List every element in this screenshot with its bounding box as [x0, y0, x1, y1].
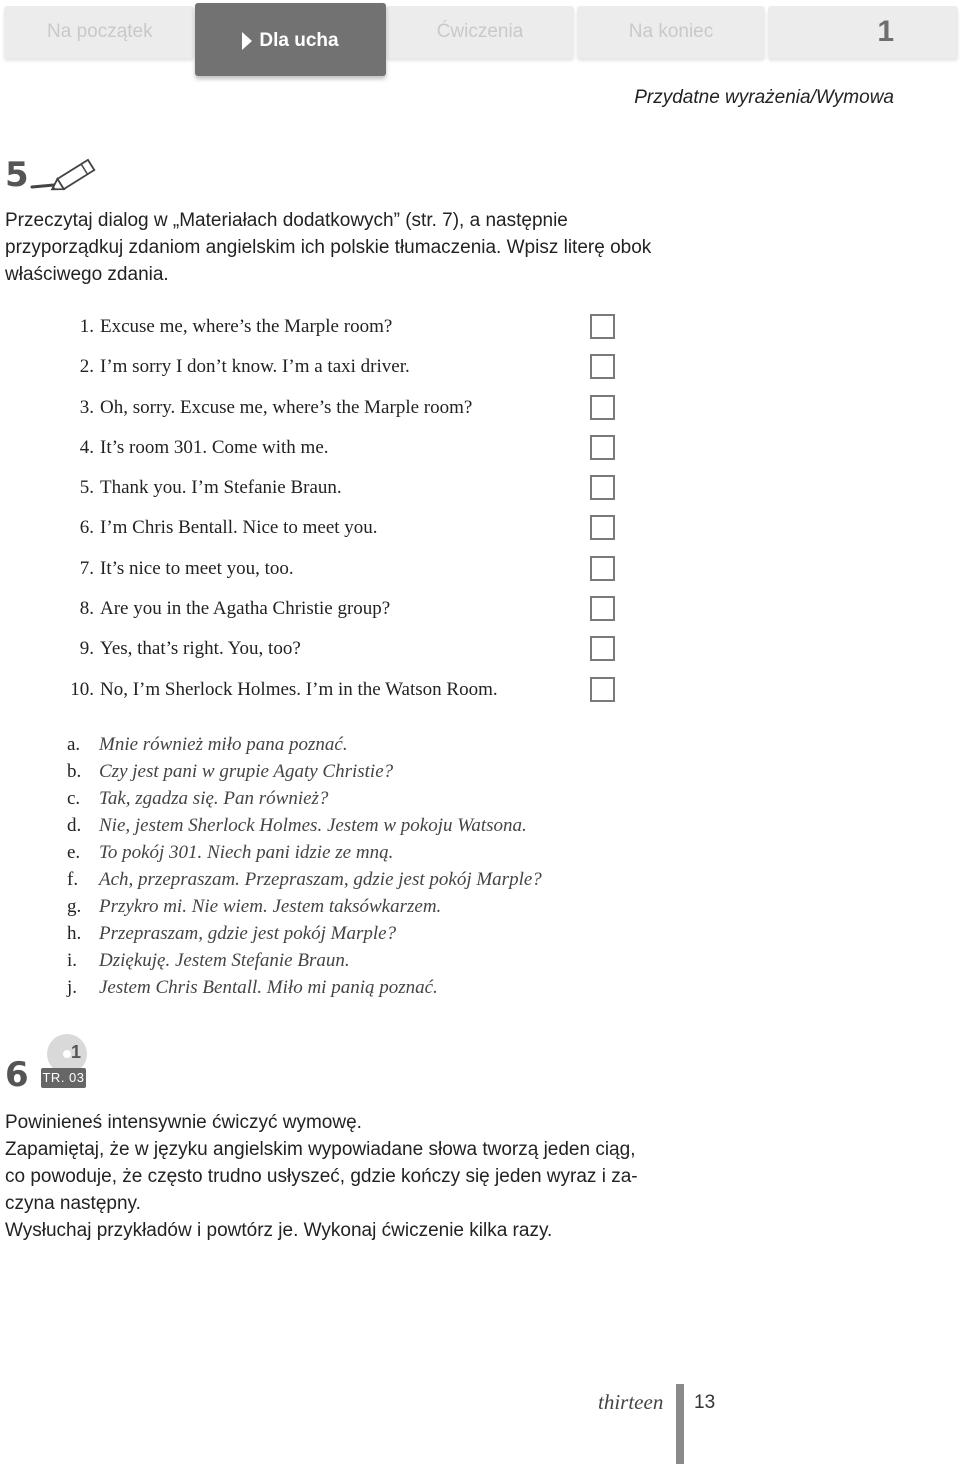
option-letter: e.	[67, 842, 81, 863]
tab-dla-ucha[interactable]	[195, 3, 386, 76]
list-item	[60, 433, 640, 473]
item-number: 5.	[79, 477, 94, 499]
translation-text: Ach, przepraszam. Przepraszam, gdzie jest pokój Marple?	[99, 869, 542, 890]
tab-cwiczenia[interactable]	[386, 6, 574, 58]
section-subtitle: Przydatne wyrażenia/Wymowa	[634, 87, 894, 108]
translation-list	[67, 734, 627, 1004]
answer-box[interactable]	[590, 475, 615, 500]
exercise-instruction	[5, 1109, 675, 1244]
sentence-text: Yes, that’s right. You, too?	[100, 638, 301, 660]
play-triangle-icon	[242, 32, 252, 50]
list-item	[67, 734, 627, 761]
paragraph-line: Wysłuchaj przykładów i powtórz je. Wykonaj ćwiczenie kilka razy.	[5, 1220, 553, 1241]
item-number: 7.	[79, 557, 94, 579]
unit-number-tab	[768, 6, 958, 58]
sentence-text: It’s nice to meet you, too.	[100, 557, 294, 579]
list-item	[60, 675, 640, 715]
item-number: 2.	[79, 356, 94, 378]
option-letter: f.	[67, 869, 79, 890]
list-item	[67, 896, 627, 923]
list-item	[60, 352, 640, 392]
exercise-number: 5	[5, 155, 29, 195]
footer-divider	[676, 1384, 684, 1464]
tab-na-koniec[interactable]	[577, 6, 765, 58]
answer-box[interactable]	[590, 354, 615, 379]
exercise-instruction: Przeczytaj dialog w „Materiałach dodatkowych” (str. 7), a następnie przyporządkuj zdaniom angielskim ich polskie tłumaczenia. Wpisz literę obok właściwego zdania.	[5, 210, 652, 285]
paragraph-line: Zapamiętaj, że w języku angielskim wypowiadane słowa tworzą jeden ciąg,	[5, 1139, 636, 1160]
translation-text: Nie, jestem Sherlock Holmes. Jestem w pokoju Watsona.	[99, 815, 527, 836]
item-number: 6.	[79, 517, 94, 539]
answer-box[interactable]	[590, 636, 615, 661]
list-item	[60, 634, 640, 674]
list-item	[60, 554, 640, 594]
option-letter: g.	[67, 896, 82, 917]
answer-box[interactable]	[590, 435, 615, 460]
sentence-text: Oh, sorry. Excuse me, where’s the Marple room?	[100, 396, 473, 418]
answer-box[interactable]	[590, 515, 615, 540]
list-item	[67, 788, 627, 815]
translation-text: Jestem Chris Bentall. Miło mi panią poznać.	[99, 977, 438, 998]
option-letter: h.	[67, 923, 82, 944]
item-number: 8.	[79, 598, 94, 620]
exercise-number: 6	[5, 1055, 29, 1095]
translation-text: To pokój 301. Niech pani idzie ze mną.	[99, 842, 394, 863]
option-letter: c.	[67, 788, 81, 809]
translation-text: Mnie również miło pana poznać.	[99, 734, 348, 755]
list-item	[67, 923, 627, 950]
pencil-icon	[30, 155, 100, 195]
list-item	[67, 761, 627, 788]
option-letter: j.	[67, 977, 78, 998]
option-letter: i.	[67, 950, 78, 971]
list-item	[67, 977, 627, 1004]
answer-box[interactable]	[590, 314, 615, 339]
item-number: 10.	[70, 678, 94, 700]
answer-box[interactable]	[590, 395, 615, 420]
translation-text: Przykro mi. Nie wiem. Jestem taksówkarzem.	[99, 896, 442, 917]
tab-na-poczatek[interactable]	[4, 6, 194, 58]
paragraph-line: czyna następny.	[5, 1193, 141, 1214]
answer-box[interactable]	[590, 556, 615, 581]
tab-label: Na koniec	[628, 21, 714, 42]
sentence-text: Are you in the Agatha Christie group?	[100, 598, 391, 620]
option-letter: d.	[67, 815, 82, 836]
answer-box[interactable]	[590, 677, 615, 702]
list-item	[60, 473, 640, 513]
list-item	[67, 869, 627, 896]
track-label: TR. 03	[41, 1068, 86, 1088]
sentence-text: Excuse me, where’s the Marple room?	[100, 316, 393, 337]
list-item	[60, 312, 640, 352]
sentence-text: I’m Chris Bentall. Nice to meet you.	[100, 517, 378, 539]
translation-text: Tak, zgadza się. Pan również?	[99, 788, 329, 809]
sentence-list	[60, 312, 640, 715]
paragraph-line: co powoduje, że często trudno usłyszeć, gdzie kończy się jeden wyraz i za-	[5, 1166, 638, 1187]
sentence-text: I’m sorry I don’t know. I’m a taxi driver.	[100, 356, 410, 378]
list-item	[67, 842, 627, 869]
list-item	[67, 950, 627, 977]
list-item	[60, 513, 640, 553]
item-number: 4.	[79, 436, 94, 458]
answer-box[interactable]	[590, 596, 615, 621]
tab-label: Ćwiczenia	[436, 21, 524, 42]
page-number: 13	[694, 1392, 716, 1413]
list-item	[60, 393, 640, 433]
unit-number: 1	[877, 15, 894, 48]
list-item	[67, 815, 627, 842]
translation-text: Przepraszam, gdzie jest pokój Marple?	[99, 923, 397, 944]
paragraph-line: Powinieneś intensywnie ćwiczyć wymowę.	[5, 1112, 362, 1133]
tab-label: Dla ucha	[259, 30, 339, 51]
cd-hole	[63, 1050, 71, 1058]
page-number-word: thirteen	[598, 1390, 664, 1414]
list-item	[60, 594, 640, 634]
tab-bar	[0, 0, 960, 80]
item-number: 3.	[79, 396, 94, 418]
sentence-text: No, I’m Sherlock Holmes. I’m in the Watson Room.	[100, 678, 498, 700]
item-number: 9.	[79, 638, 94, 660]
tab-label: Na początek	[47, 21, 153, 42]
sentence-text: Thank you. I’m Stefanie Braun.	[100, 477, 342, 499]
option-letter: a.	[67, 734, 81, 755]
audio-cd-icon[interactable]	[40, 1032, 90, 1090]
option-letter: b.	[67, 761, 82, 782]
item-number: 1.	[79, 316, 94, 337]
translation-text: Dziękuję. Jestem Stefanie Braun.	[99, 950, 350, 971]
sentence-text: It’s room 301. Come with me.	[100, 436, 329, 458]
cd-number: 1	[71, 1042, 82, 1062]
translation-text: Czy jest pani w grupie Agaty Christie?	[99, 761, 394, 782]
